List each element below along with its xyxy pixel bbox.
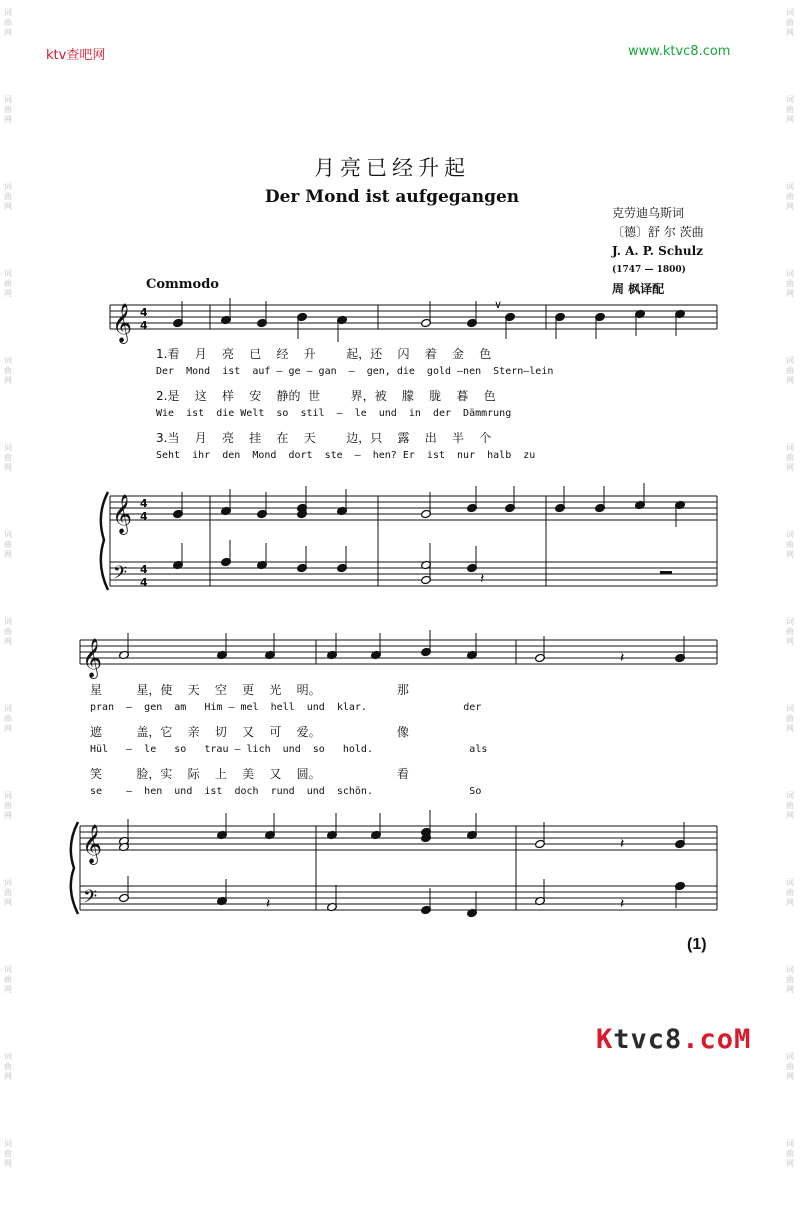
edge-watermark-text: 词 曲 网 (786, 965, 794, 994)
composer-credit-de: J. A. P. Schulz (612, 244, 703, 258)
quarter-rest-icon: 𝄽 (480, 571, 485, 587)
quarter-rest-icon: 𝄽 (266, 896, 271, 912)
edge-watermark-text: 词 曲 网 (4, 1052, 12, 1081)
edge-watermark-text: 词 曲 网 (786, 182, 794, 211)
logo-prefix: K (596, 1024, 614, 1055)
lyric-line-de: Wie ist die Welt so stil — le und in der Dämmrung (156, 408, 512, 419)
piano-brace-1 (101, 492, 108, 590)
lyric-line-de: Hül — le so trau — lich und so hold. als (90, 744, 488, 755)
edge-watermark-text: 词 曲 网 (786, 1139, 794, 1168)
page-number: (1) (687, 936, 707, 953)
logo-suffix: .coM (682, 1024, 752, 1055)
lyric-line-de: Seht ihr den Mond dort ste — hen? Er ist nur halb zu (156, 450, 536, 461)
composer-years: (1747 — 1800) (612, 265, 686, 275)
bass-clef-icon: 𝄢 (113, 563, 128, 588)
song-title-german: Der Mond ist aufgegangen (264, 187, 520, 207)
lyric-line-de: se — hen und ist doch rund und schön. So (90, 786, 482, 797)
edge-watermark-text: 词 曲 网 (786, 617, 794, 646)
half-rest-icon (660, 571, 672, 574)
edge-watermark-text: 词 曲 网 (786, 704, 794, 733)
lyric-line-cn: 2.是 这 样 安 静的 世 界，被 朦 胧 暮 色 (156, 389, 496, 403)
piano-brace-2 (71, 822, 78, 914)
edge-watermark-text: 词 曲 网 (4, 95, 12, 124)
edge-watermark-text: 词 曲 网 (4, 269, 12, 298)
time-signature-top: 4 (140, 497, 148, 510)
lyric-line-de: pran — gen am Him — mel hell und klar. der (90, 702, 482, 713)
edge-watermark-text: 词 曲 网 (4, 443, 12, 472)
song-title-chinese: 月亮已经升起 (314, 156, 470, 180)
bass-clef-icon: 𝄢 (83, 887, 98, 912)
lyric-line-de: Der Mond ist auf — ge — gan — gen, die gold —nen Stern—lein (156, 366, 554, 377)
translator-credit: 周 枫译配 (612, 282, 665, 296)
time-signature-bottom: 4 (140, 510, 148, 523)
lyric-line-cn: 笑 脸，实 际 上 美 又 圆。 看 (90, 767, 409, 781)
treble-clef-icon: 𝄞 (112, 303, 133, 343)
lyric-line-cn: 1.看 月 亮 已 经 升 起，还 闪 着 金 色 (156, 347, 492, 361)
piano-bass-staff-1 (110, 562, 717, 586)
edge-watermark-text: 词 曲 网 (4, 1139, 12, 1168)
edge-watermark-text: 词 曲 网 (4, 965, 12, 994)
edge-watermark-text: 词 曲 网 (4, 8, 12, 37)
edge-watermark-text: 词 曲 网 (786, 8, 794, 37)
time-signature-top: 4 (140, 563, 148, 576)
edge-watermark-text: 词 曲 网 (4, 182, 12, 211)
edge-watermark-text: 词 曲 网 (4, 878, 12, 907)
right-site-watermark: www.ktvc8.com (628, 44, 731, 59)
quarter-rest-icon: 𝄽 (620, 836, 625, 852)
treble-clef-icon: 𝄞 (112, 494, 133, 534)
edge-watermark-text: 词 曲 网 (4, 791, 12, 820)
edge-watermark-text: 词 曲 网 (786, 269, 794, 298)
edge-watermark-text: 词 曲 网 (4, 530, 12, 559)
site-logo (596, 1024, 751, 1055)
edge-watermark-text: 词 曲 网 (786, 878, 794, 907)
breath-mark-icon: ∨ (494, 298, 503, 311)
edge-watermark-text: 词 曲 网 (786, 356, 794, 385)
edge-watermark-text: 词 曲 网 (786, 1052, 794, 1081)
time-signature-bottom: 4 (140, 576, 148, 589)
quarter-rest-icon: 𝄽 (620, 896, 625, 912)
lyric-line-cn: 星 星，使 天 空 更 光 明。 那 (90, 683, 409, 697)
edge-watermark-text: 词 曲 网 (786, 443, 794, 472)
lyric-line-cn: 3.当 月 亮 挂 在 天 边，只 露 出 半 个 (156, 431, 492, 445)
edge-watermark-text: 词 曲 网 (4, 704, 12, 733)
edge-watermark-text: 词 曲 网 (786, 95, 794, 124)
edge-watermark-text: 词 曲 网 (786, 530, 794, 559)
edge-watermark-text: 词 曲 网 (786, 791, 794, 820)
treble-clef-icon: 𝄞 (82, 638, 103, 678)
piano-treble-staff-1 (110, 496, 717, 586)
logo-middle: tvc8 (613, 1024, 683, 1055)
time-signature-top: 4 (140, 306, 148, 319)
time-signature-bottom: 4 (140, 319, 148, 332)
left-site-watermark: ktv查吧网 (46, 48, 106, 63)
edge-watermark-text: 词 曲 网 (4, 356, 12, 385)
treble-clef-icon: 𝄞 (82, 824, 103, 864)
vocal-staff-1 (110, 305, 717, 329)
tempo-marking: Commodo (146, 277, 219, 292)
composer-credit-cn: 〔德〕舒 尔 茨曲 (612, 225, 704, 239)
edge-watermark-text: 词 曲 网 (4, 617, 12, 646)
quarter-rest-icon: 𝄽 (620, 650, 625, 666)
lyric-line-cn: 遮 盖，它 亲 切 又 可 爱。 像 (90, 725, 409, 739)
lyricist-credit: 克劳迪乌斯词 (612, 206, 685, 220)
